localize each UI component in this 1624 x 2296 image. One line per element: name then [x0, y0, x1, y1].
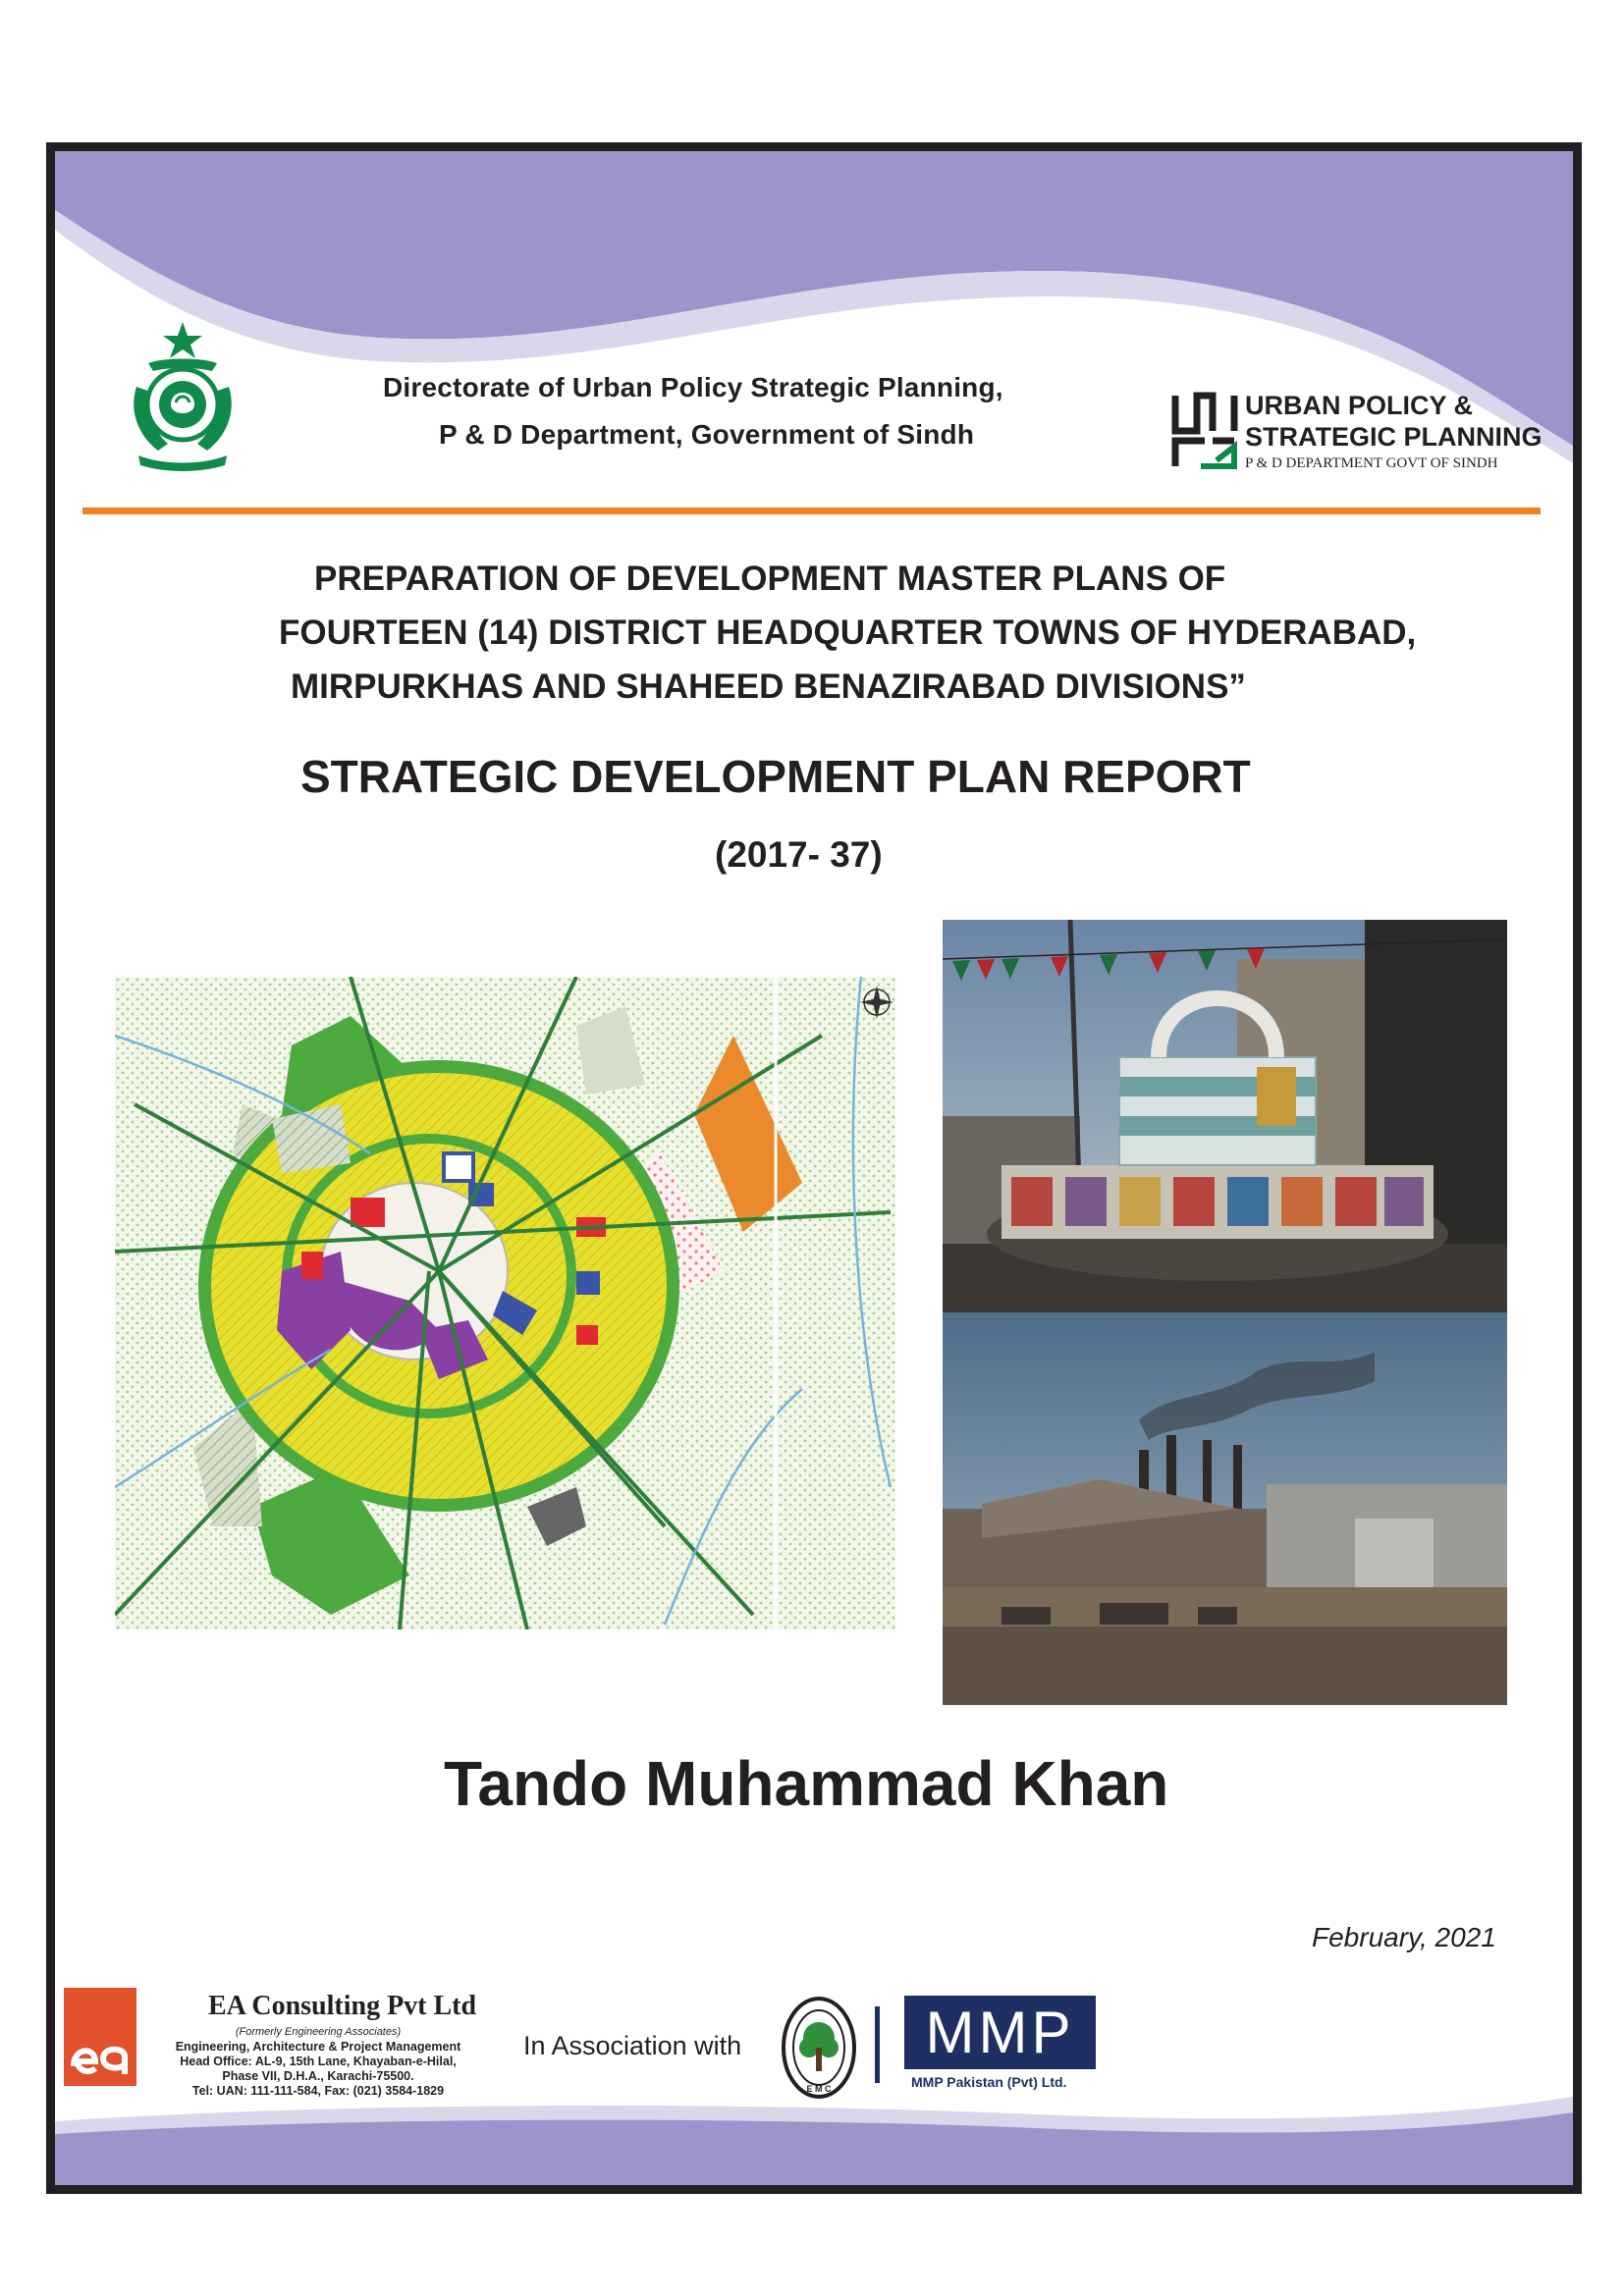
association-text: In Association with: [523, 2031, 742, 2060]
project-title-line-2: FOURTEEN (14) DISTRICT HEADQUARTER TOWNS OF HYDERABAD,: [279, 614, 1417, 652]
ea-company-name: EA Consulting Pvt Ltd: [208, 1991, 477, 2021]
urban-policy-logo-icon: [1171, 392, 1238, 470]
up-logo-line-1: URBAN POLICY &: [1245, 391, 1474, 420]
ea-logo-icon: [64, 1988, 136, 2086]
town-name: Tando Muhammad Khan: [444, 1748, 1169, 1819]
report-date: February, 2021: [1312, 1922, 1496, 1952]
ea-services: Engineering, Architecture & Project Management: [175, 2040, 461, 2054]
report-years: (2017- 37): [715, 834, 883, 875]
logo-separator: [875, 2006, 880, 2083]
ea-address-2: Phase VII, D.H.A., Karachi-75500.: [222, 2069, 414, 2083]
ea-address-1: Head Office: AL-9, 15th Lane, Khayaban-e-Hilal,: [180, 2055, 457, 2068]
directorate-line-2: P & D Department, Government of Sindh: [439, 419, 975, 450]
roundabout-monument-photo: [943, 920, 1507, 1312]
mmp-company-name: MMP Pakistan (Pvt) Ltd.: [911, 2074, 1067, 2090]
sindh-government-seal-icon: [109, 318, 256, 475]
orange-divider: [82, 507, 1541, 514]
factory-photo: [943, 1312, 1507, 1705]
mmp-logo-text: MMP: [925, 2000, 1075, 2065]
ea-formerly: (Formerly Engineering Associates): [235, 2026, 402, 2038]
ea-contact: Tel: UAN: 111-111-584, Fax: (021) 3584-1829: [191, 2084, 445, 2098]
project-title-line-1: PREPARATION OF DEVELOPMENT MASTER PLANS OF: [314, 560, 1226, 598]
up-logo-line-2: STRATEGIC PLANNING: [1245, 422, 1543, 452]
up-logo-line-3: P & D DEPARTMENT GOVT OF SINDH: [1245, 455, 1498, 471]
mmp-logo: [904, 1996, 1096, 2069]
report-title: STRATEGIC DEVELOPMENT PLAN REPORT: [300, 751, 1251, 802]
master-plan-map: [115, 977, 895, 1629]
emc-initials: E M C: [806, 2084, 832, 2094]
emc-tree-logo-icon: [780, 1994, 858, 2102]
ea-details: [161, 2025, 475, 2099]
project-title-line-3: MIRPURKHAS AND SHAHEED BENAZIRABAD DIVISIONS”: [291, 667, 1246, 706]
directorate-line-1: Directorate of Urban Policy Strategic Planning,: [383, 372, 1003, 402]
